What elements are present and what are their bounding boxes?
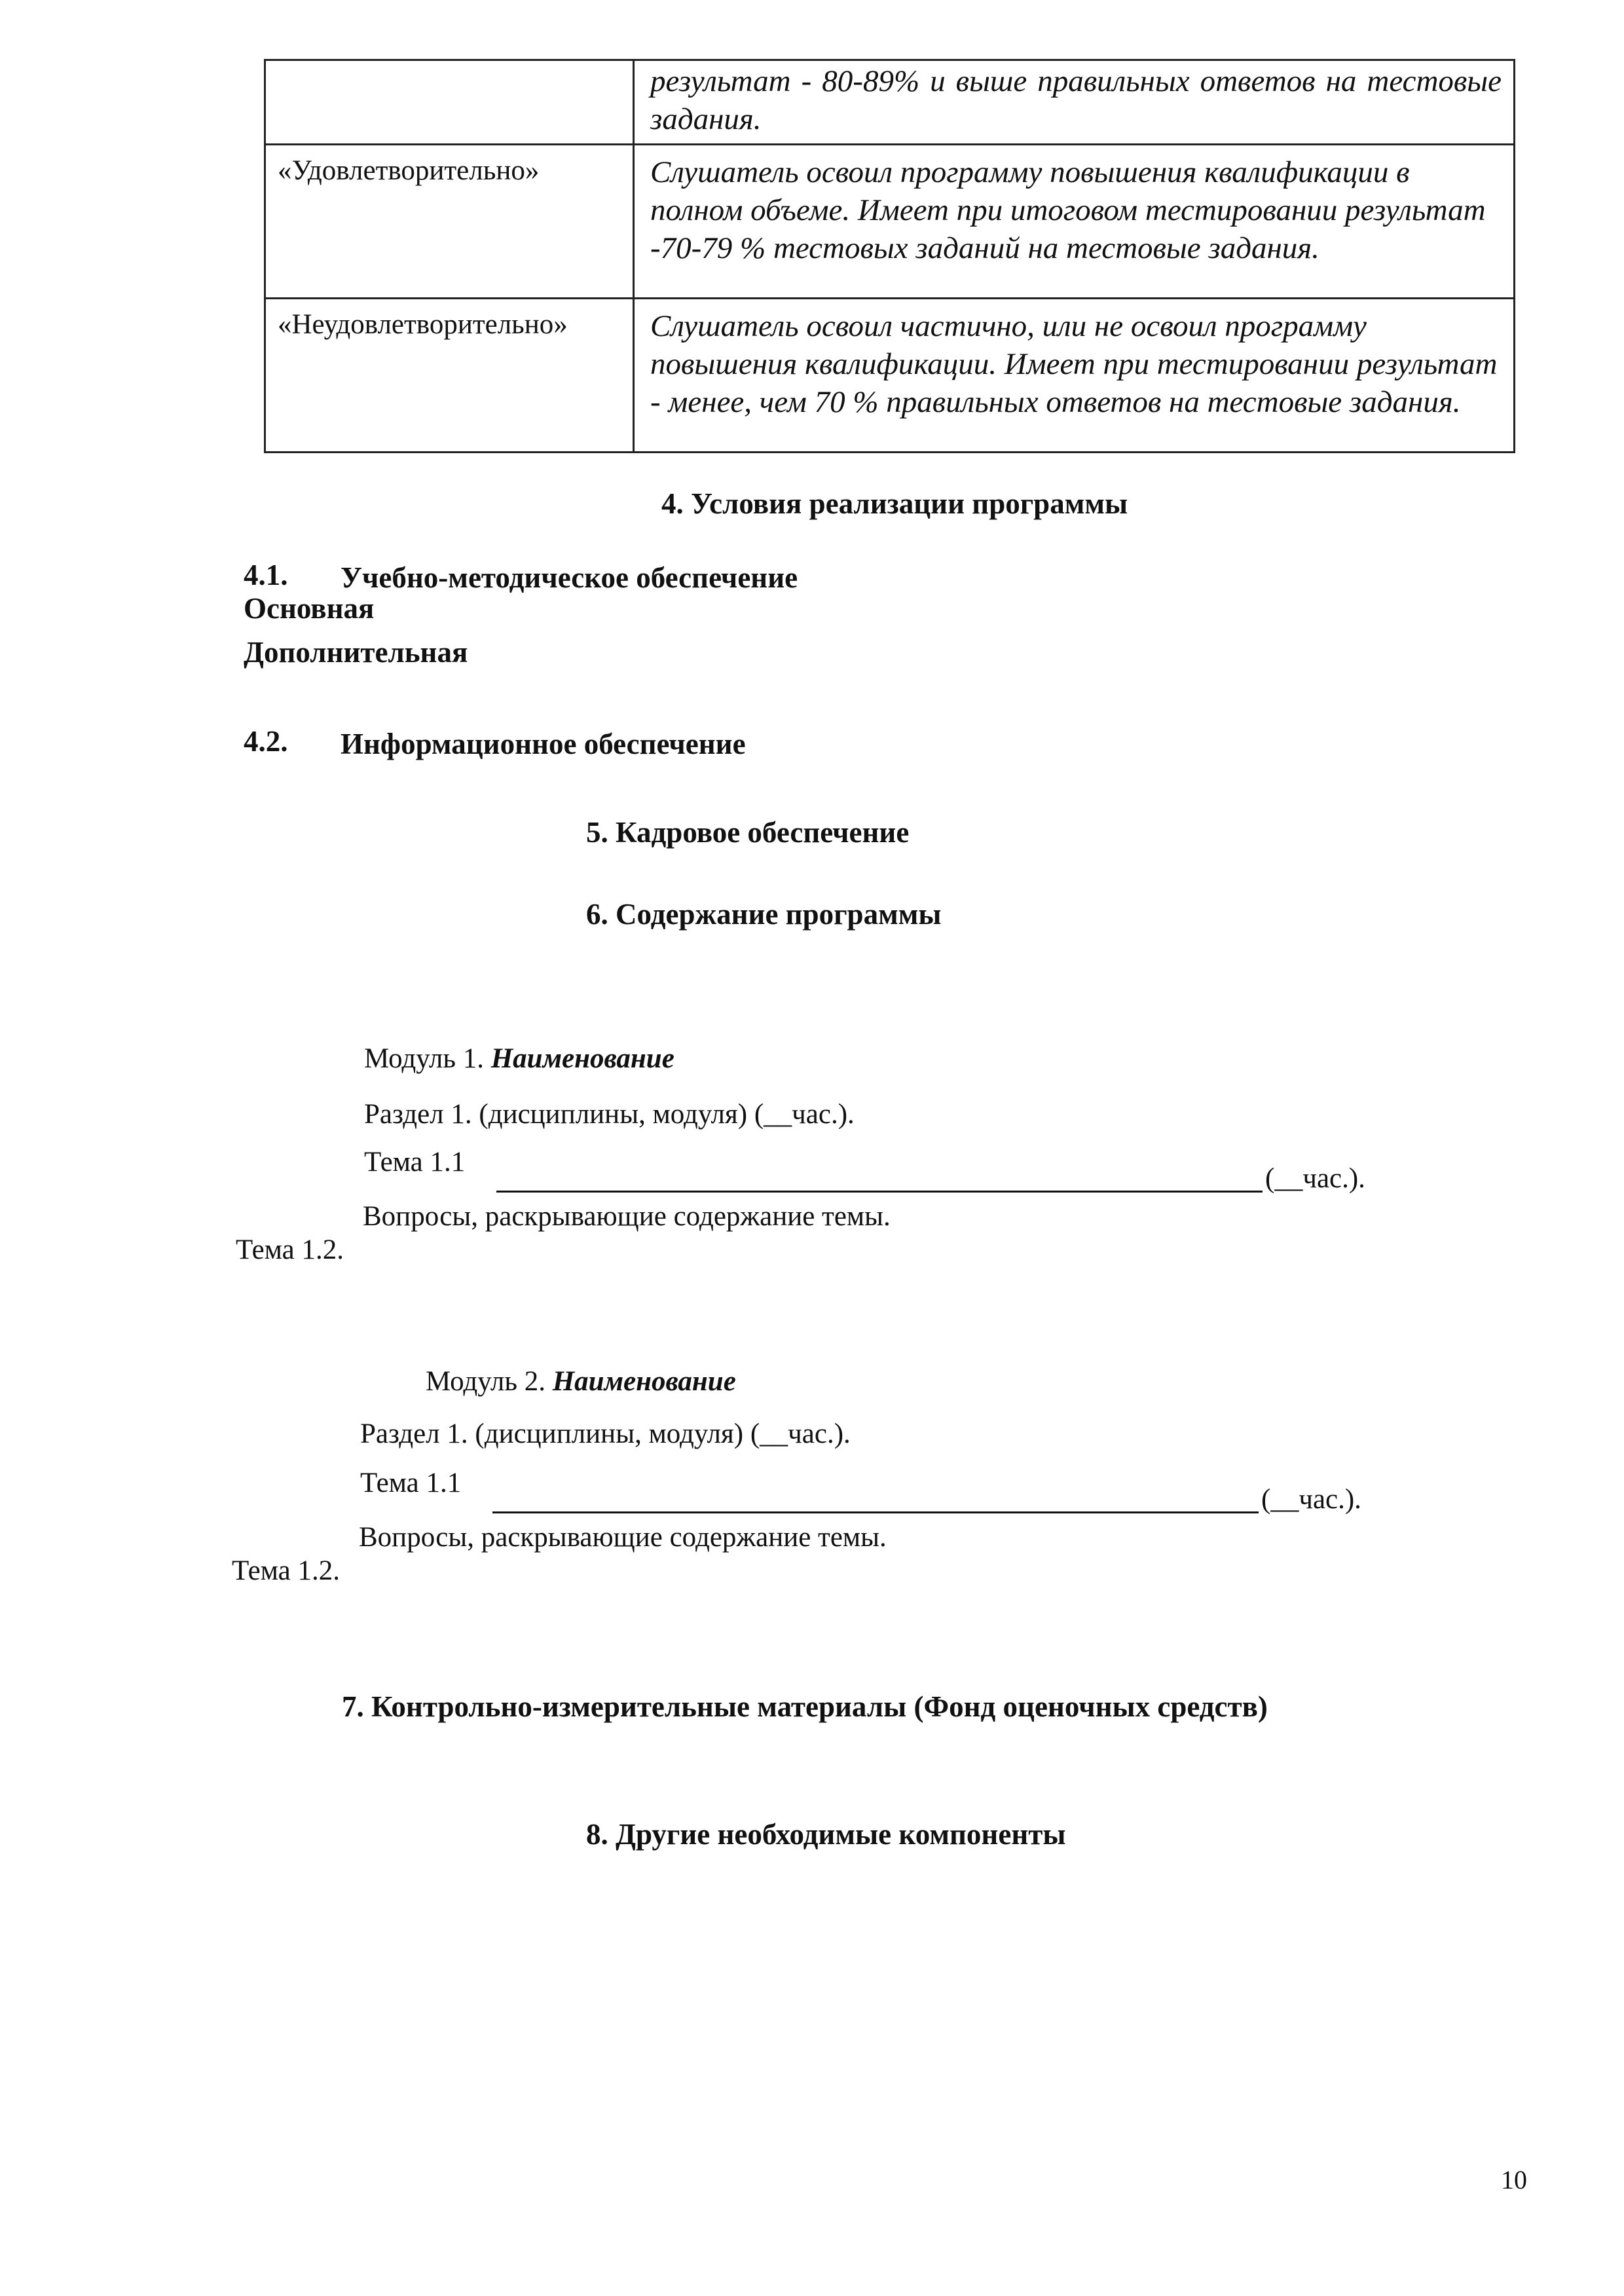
module-name: Наименование [490,1043,674,1074]
section-4-2-number: 4.2. [244,725,288,758]
section-8-heading: 8. Другие необходимые компоненты [586,1818,1066,1851]
section-4-2-title: Информационное обеспечение [341,728,746,760]
page-number: 10 [1501,2165,1527,2194]
section-4-heading: 4. Условия реализации программы [661,487,1128,520]
description-cell [634,145,1515,299]
grade-description: Слушатель освоил программу повышения квалификации в полном объеме. Имеет при итоговом тестировании результат -70-79 % тестовых заданий на тестовые задания. [650,155,1486,265]
table-row [265,299,1515,453]
additional-literature-label: Дополнительная [244,636,468,669]
section-4-1-number: 4.1. [244,559,288,591]
section-7-heading: 7. Контрольно-измерительные материалы (Фонд оценочных средств) [342,1690,1268,1723]
grade-label [266,61,633,70]
section-4-1-title: Учебно-методическое обеспечение [341,561,798,594]
grade-description: Слушатель освоил частично, или не освоил программу повышения квалификации. Имеет при тестировании результат - менее, чем 70 % правильных ответов на тестовые задания. [650,309,1498,419]
module-2-topic: Тема 1.1 [360,1468,462,1498]
grade-label: «Удовлетворительно» [278,155,540,186]
grade-cell [265,299,634,453]
topic-name-line [496,1191,1263,1193]
description-cell [634,299,1515,453]
module-1-questions: Вопросы, раскрывающие содержание темы. [363,1201,891,1232]
module-1-topic: Тема 1.1 [364,1147,466,1177]
module-1-title [364,1043,674,1075]
module-2-title [426,1365,736,1398]
module-2-topic-hours: (__час.). [1261,1484,1361,1515]
module-2-next-topic: Тема 1.2. [232,1555,340,1586]
grading-table [264,59,1515,453]
module-prefix: Модуль 1. [364,1043,491,1074]
grade-cell [265,145,634,299]
module-1-section: Раздел 1. (дисциплины, модуля) (__час.). [364,1099,855,1130]
grade-cell [265,60,634,145]
module-name: Наименование [552,1366,736,1397]
grade-description: результат - 80-89% и выше правильных ответов на тестовые задания. [650,64,1502,136]
module-2-questions: Вопросы, раскрывающие содержание темы. [359,1522,887,1553]
topic-name-line [492,1511,1259,1513]
description-cell [634,60,1515,145]
table-row [265,145,1515,299]
table-row [265,60,1515,145]
grade-label: «Неудовлетворительно» [278,309,568,340]
main-literature-label: Основная [244,592,375,625]
module-1-topic-hours: (__час.). [1265,1163,1365,1194]
module-2-section: Раздел 1. (дисциплины, модуля) (__час.). [360,1418,851,1449]
module-prefix: Модуль 2. [426,1366,553,1397]
section-6-heading: 6. Содержание программы [586,898,942,931]
module-1-next-topic: Тема 1.2. [236,1234,344,1265]
section-5-heading: 5. Кадровое обеспечение [586,816,910,849]
